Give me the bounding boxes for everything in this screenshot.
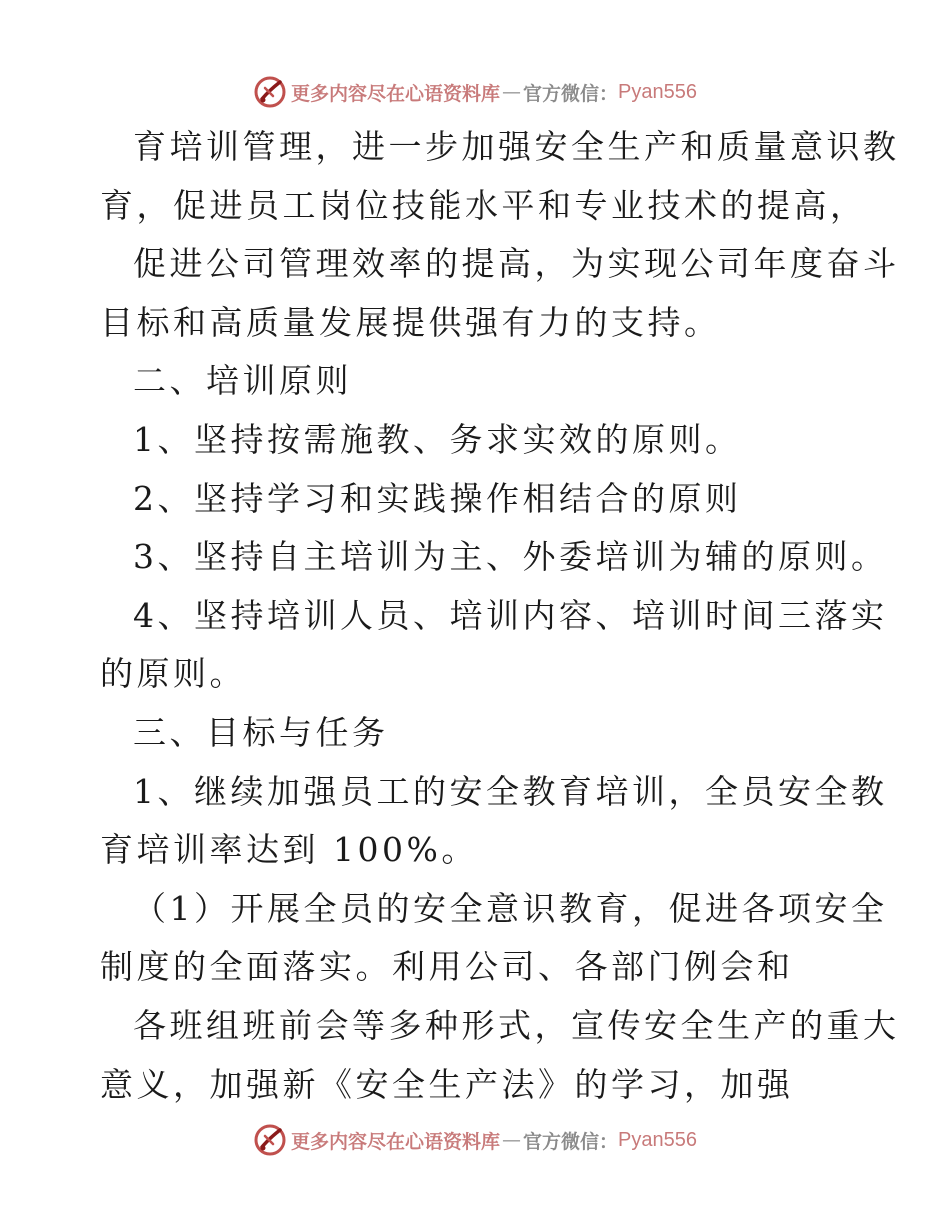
ink-brush-logo-icon <box>253 75 287 109</box>
list-item: 1、继续加强员工的安全教育培训，全员安全教 <box>133 771 888 811</box>
body-line: 制度的全面落实。利用公司、各部门例会和 <box>100 947 794 987</box>
section-heading: 二、培训原则 <box>133 361 352 401</box>
document-body <box>0 118 950 1114</box>
watermark-wechat-id: Pyan556 <box>618 80 697 103</box>
watermark-official-label: 官方微信： <box>523 1130 619 1153</box>
body-line: 育培训管理，进一步加强安全生产和质量意识教 <box>133 127 900 166</box>
body-line: 各班组班前会等多种形式，宣传安全生产的重大 <box>133 1005 900 1045</box>
footer-watermark <box>0 1120 950 1160</box>
body-line: 的原则。 <box>100 654 246 694</box>
body-line: 意义，加强新《安全生产法》的学习，加强 <box>100 1064 794 1104</box>
list-item: 2、坚持学习和实践操作相结合的原则 <box>133 478 742 518</box>
list-item: 1、坚持按需施教、务求实效的原则。 <box>133 419 742 459</box>
watermark-dash: — <box>502 81 522 103</box>
watermark-wechat-id: Pyan556 <box>618 1128 697 1151</box>
header-watermark <box>0 72 950 112</box>
body-line: 育培训率达到 100%。 <box>100 830 478 870</box>
body-line: 育，促进员工岗位技能水平和专业技术的提高， <box>100 185 867 225</box>
list-item: 4、坚持培训人员、培训内容、培训时间三落实 <box>133 595 888 635</box>
body-line: 目标和高质量发展提供强有力的支持。 <box>100 302 721 342</box>
section-heading: 三、目标与任务 <box>133 712 389 752</box>
watermark-brand-text: 更多内容尽在心语资料库 <box>291 82 501 105</box>
watermark-dash: — <box>502 1129 522 1151</box>
body-line: 促进公司管理效率的提高，为实现公司年度奋斗 <box>133 244 900 284</box>
list-item: 3、坚持自主培训为主、外委培训为辅的原则。 <box>133 537 888 577</box>
watermark-official-label: 官方微信： <box>523 82 619 105</box>
watermark-brand-text: 更多内容尽在心语资料库 <box>291 1130 501 1153</box>
sub-item: （1）开展全员的安全意识教育，促进各项安全 <box>133 888 888 928</box>
ink-brush-logo-icon <box>253 1123 287 1157</box>
